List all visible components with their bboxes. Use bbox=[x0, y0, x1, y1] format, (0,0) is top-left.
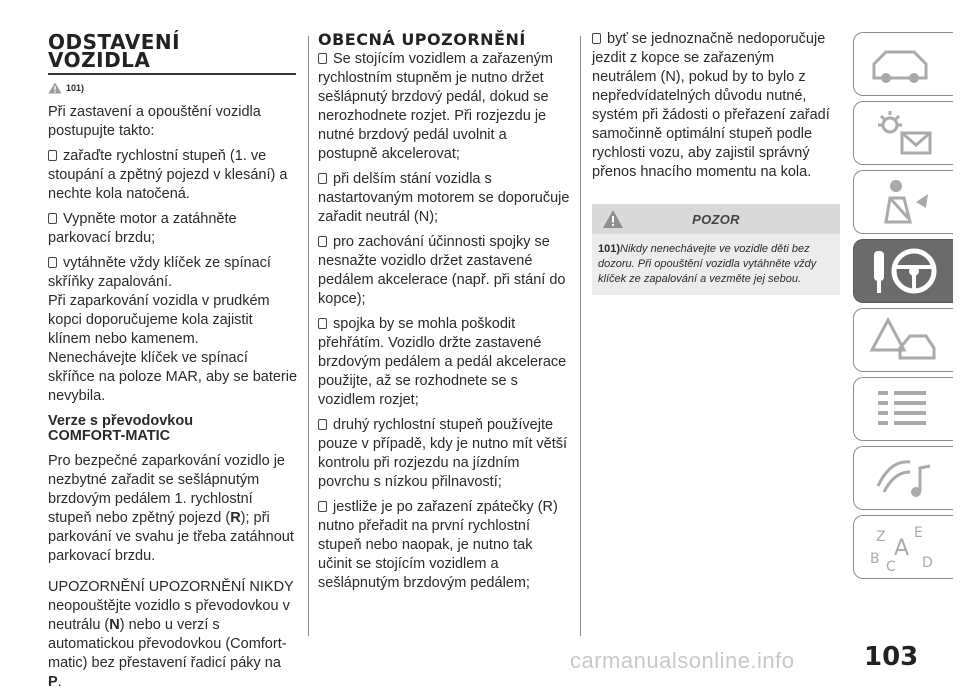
bullet-item bbox=[48, 147, 298, 204]
bullet-text: byť se jednoznačně nedoporučuje jezdit z kopce se zařazeným neutrálem (N), pokud by to bylo z nepředvídatelných důvodu nutné, systém při žádosti o přeřazení zařadí samočinně optimální stupeň podle rychlosti vozu, aby zajistil správný přenos hnacího momentu na kola. bbox=[592, 31, 830, 180]
svg-text:A: A bbox=[893, 536, 909, 561]
section-title-general-warnings: OBECNÁ UPOZORNĚNÍ bbox=[318, 30, 526, 49]
text-run: . bbox=[57, 674, 62, 690]
bullet-text: druhý rychlostní stupeň používejte pouze v případě, kdy je nutno mít větší kontrolu při rozjezdu na jízdním povrchu s nízkou přilnavostí; bbox=[318, 417, 568, 490]
bullet-text: při delším stání vozidla s nastartovaným motorem se doporučuje zařadit neutrál (N); bbox=[318, 171, 570, 225]
bullet-text: spojka by se mohla poškodit přehřátím. Vozidlo držte zastavené brzdovým pedálem a pedál akcelerace použijte, až se rozhodnete se s vozidlem rozjet; bbox=[318, 316, 567, 408]
warning-box-text: Nikdy nenechávejte ve vozidle děti bez dozoru. Při opouštění vozidla vytáhněte vždy klíček ze zapalování a vezměte jej sebou. bbox=[598, 243, 817, 285]
tab-index[interactable] bbox=[853, 515, 953, 579]
bullet-item bbox=[48, 210, 298, 248]
key-steering-wheel-icon bbox=[864, 245, 944, 297]
bullet-item bbox=[48, 254, 298, 292]
svg-text:B: B bbox=[869, 551, 880, 567]
bullet-text: jestliže je po zařazení zpátečky (R) nutno přeřadit na první rychlostní stupeň nebo naopak, je nutno tak učinit se stojícím vozidlem a sešlápnutým brzdovým pedálem; bbox=[318, 499, 558, 591]
para-warning-neutral bbox=[48, 578, 298, 692]
column-2 bbox=[318, 0, 570, 593]
warning-car-icon bbox=[864, 314, 944, 366]
warning-box-ref: 101) bbox=[598, 243, 621, 255]
gear-label-r: R bbox=[230, 510, 241, 526]
warning-box-label: POZOR bbox=[692, 211, 740, 227]
tab-multimedia[interactable] bbox=[853, 446, 953, 510]
para-comfort bbox=[48, 452, 298, 566]
section-title-parking bbox=[48, 30, 298, 72]
bullet-square-icon bbox=[592, 33, 601, 44]
warning-reference bbox=[48, 79, 298, 97]
para-hill: Při zaparkování vozidla v prudkém kopci doporučujeme kola zajistit klínem nebo kamenem. bbox=[48, 293, 270, 347]
bullet-text: vytáhněte vždy klíček ze spínací skříňky zapalování. bbox=[48, 255, 271, 290]
text-run: Pro bezpečné zaparkování vozidlo je nezbytné zařadit se sešlápnutým brzdovým pedálem 1. rychlostní stupeň nebo zpětný pojezd ( bbox=[48, 453, 285, 526]
tab-starting-driving[interactable] bbox=[853, 239, 953, 303]
text-run: UPOZORNĚNÍ UPOZORNĚNÍ NIKDY neopouštějte vozidlo s převodovkou v neutrálu ( bbox=[48, 579, 294, 633]
title-underline bbox=[48, 73, 296, 75]
subhead-line-2: COMFORT-MATIC bbox=[48, 428, 171, 444]
subhead-line-1: Verze s převodovkou bbox=[48, 413, 194, 429]
bullet-square-icon bbox=[318, 501, 327, 512]
para-key: Nenechávejte klíček ve spínací skříňce na poloze MAR, aby se baterie nevybila. bbox=[48, 350, 298, 404]
warning-box-header bbox=[592, 204, 840, 234]
text-run: ); při parkování ve svahu je třeba zatáhnout parkovací brzdu. bbox=[48, 510, 294, 564]
title-line-1: ODSTAVENÍ bbox=[48, 30, 181, 54]
seatbelt-airbag-icon bbox=[864, 176, 944, 228]
warning-box-body bbox=[592, 234, 840, 295]
watermark: carmanualsonline.info bbox=[570, 648, 795, 673]
warning-triangle-icon bbox=[602, 209, 624, 229]
gear-label-n: N bbox=[109, 617, 120, 633]
bullet-square-icon bbox=[48, 213, 57, 224]
bullet-square-icon bbox=[318, 419, 327, 430]
bullet-text: zařaďte rychlostní stupeň (1. ve stoupání a zpětný pojezd v klesání) a nechte kola natočená. bbox=[48, 148, 288, 202]
lights-envelope-icon bbox=[864, 107, 944, 159]
column-divider bbox=[580, 36, 581, 636]
svg-text:Z: Z bbox=[875, 529, 886, 545]
bullet-item bbox=[318, 170, 570, 227]
bullet-square-icon bbox=[318, 318, 327, 329]
tab-emergency[interactable] bbox=[853, 308, 953, 372]
bullet-item bbox=[318, 50, 570, 164]
tab-dashboard[interactable] bbox=[853, 32, 953, 96]
bullet-square-icon bbox=[318, 236, 327, 247]
tab-maintenance[interactable] bbox=[853, 377, 953, 441]
svg-text:D: D bbox=[921, 555, 933, 571]
multimedia-music-icon bbox=[864, 452, 944, 504]
text-run: ) nebo u verzí s automatickou převodovkou (Comfort-matic) bez přestavení řadicí páky na bbox=[48, 617, 287, 671]
bullet-item bbox=[592, 30, 840, 182]
bullet-text: Se stojícím vozidlem a zařazeným rychlostním stupněm je nutno držet sešlápnutý brzdový pedál, dokud se nerozhodnete rozjet. Při rozjezdu je nutné brzdový pedál uvolnit a postupně akcelerovat; bbox=[318, 51, 553, 162]
gear-label-p: P bbox=[48, 674, 58, 690]
bullet-text: Vypněte motor a zatáhněte parkovací brzdu; bbox=[48, 211, 237, 246]
page-number: 103 bbox=[864, 642, 919, 672]
service-list-icon bbox=[864, 383, 944, 435]
svg-text:C: C bbox=[885, 559, 896, 573]
car-dashboard-icon bbox=[864, 38, 944, 90]
bullet-item bbox=[318, 315, 570, 410]
bullet-item bbox=[318, 233, 570, 309]
bullet-item bbox=[318, 416, 570, 492]
bullet-square-icon bbox=[318, 53, 327, 64]
warning-ref-number: 101) bbox=[66, 83, 85, 93]
svg-text:E: E bbox=[913, 525, 923, 541]
subhead-comfort-matic bbox=[48, 414, 298, 444]
alphabet-index-icon bbox=[864, 521, 944, 573]
column-1 bbox=[48, 0, 298, 692]
bullet-item bbox=[318, 498, 570, 593]
bullet-square-icon bbox=[318, 173, 327, 184]
warning-triangle-icon bbox=[48, 82, 62, 94]
title-line-2: VOZIDLA bbox=[48, 48, 151, 72]
intro-text: Při zastavení a opouštění vozidla postupujte takto: bbox=[48, 104, 261, 139]
tab-lights-messages[interactable] bbox=[853, 101, 953, 165]
bullet-square-icon bbox=[48, 257, 57, 268]
column-3 bbox=[592, 0, 840, 295]
bullet-square-icon bbox=[48, 150, 57, 161]
tab-safety[interactable] bbox=[853, 170, 953, 234]
chapter-tabs bbox=[853, 32, 953, 584]
bullet-text: pro zachování účinnosti spojky se nesnažte vozidlo držet zastavené pedálem akcelerace (např. při stání do kopce); bbox=[318, 234, 566, 307]
column-divider bbox=[308, 36, 309, 636]
